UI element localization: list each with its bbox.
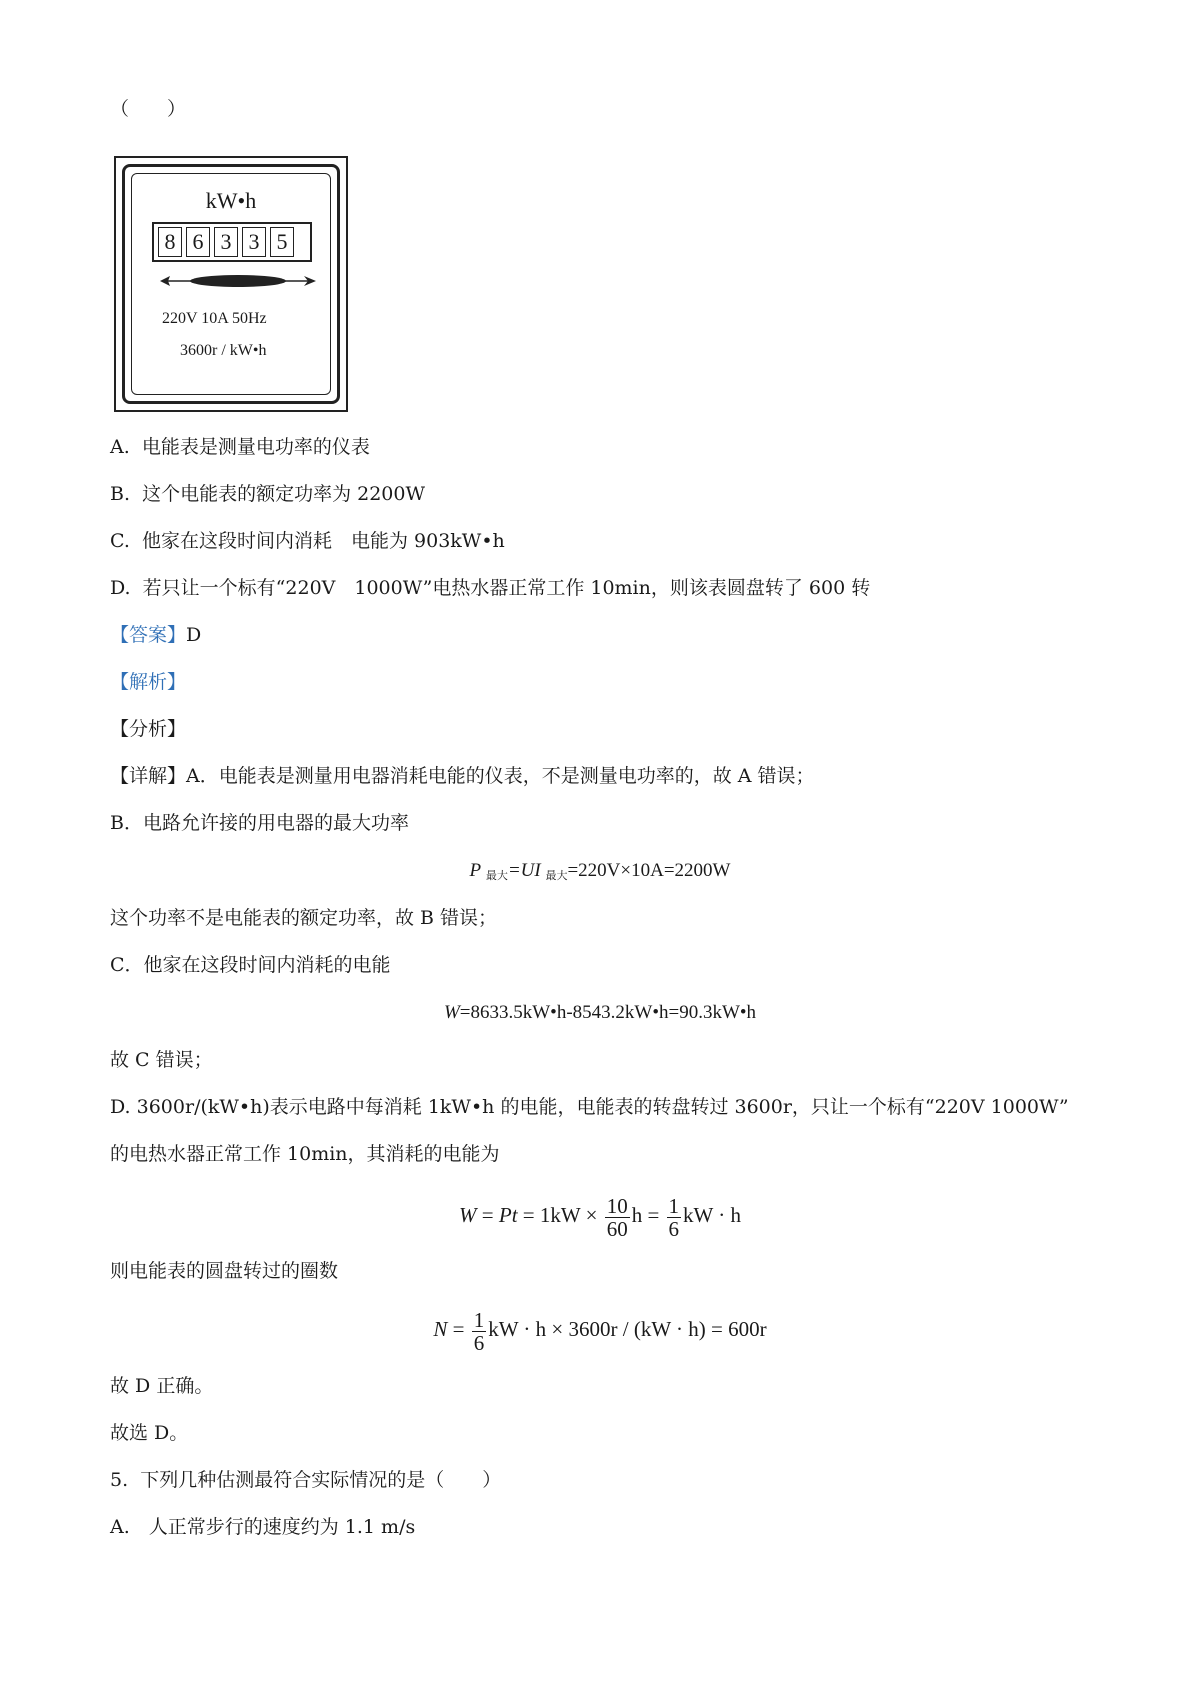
formula-symbol: W	[443, 1002, 460, 1023]
meter-spec: 220V 10A 50Hz	[162, 310, 267, 327]
detail-d-intro1: D. 3600r/(kW•h)表示电路中每消耗 1kW•h 的电能，电能表的转盘转过 3600r，只让一个标有“220V 1000W”	[110, 1096, 1069, 1118]
formula-subscript: 最大	[485, 870, 508, 882]
formula-symbol: Pt	[498, 1203, 518, 1227]
fraction	[472, 1309, 487, 1354]
question-5-stem: 5. 下列几种估测最符合实际情况的是（ ）	[110, 1469, 502, 1491]
formula-rest: kW · h	[683, 1203, 741, 1227]
formula-rest: =220V×10A=2200W	[567, 860, 731, 881]
formula-rest: =	[447, 1317, 470, 1341]
formula-c	[0, 1000, 1200, 1026]
detail-d-intro2: 的电热水器正常工作 10min，其消耗的电能为	[110, 1143, 500, 1165]
answer-line	[110, 622, 201, 648]
detail-b-intro: B．电路允许接的用电器的最大功率	[110, 812, 409, 834]
formula-rest: =	[476, 1203, 499, 1227]
option-d: D. 若只让一个标有“220V 1000W”电热水器正常工作 10min，则该表圆盘转了 600 转	[110, 577, 871, 599]
formula-d2	[0, 1300, 1200, 1358]
meter-revolutions: 3600r / kW•h	[180, 342, 267, 359]
formula-symbol: N	[433, 1317, 448, 1341]
fraction	[605, 1195, 630, 1240]
meter-digit: 5	[270, 227, 294, 257]
formula-d1	[0, 1186, 1200, 1244]
analysis-label: 【解析】	[110, 671, 187, 693]
answer-value: D	[186, 624, 202, 646]
answer-label: 【答案】	[110, 624, 187, 646]
detail-a-text: A．电能表是测量用电器消耗电能的仪表，不是测量电功率的，故 A 错误；	[186, 765, 815, 787]
formula-b	[0, 858, 1200, 889]
formula-rest: =8633.5kW•h-8543.2kW•h=90.3kW•h	[459, 1002, 757, 1023]
final-answer: 故选 D。	[110, 1422, 189, 1444]
fraction-numerator: 10	[606, 1193, 628, 1218]
fraction-numerator: 1	[473, 1307, 485, 1332]
option-b: B. 这个电能表的额定功率为 2200W	[110, 483, 426, 505]
question-5-option-a: A. 人正常步行的速度约为 1.1 m/s	[110, 1516, 416, 1538]
fraction-denominator: 60	[606, 1216, 628, 1241]
formula-rest: h =	[631, 1203, 665, 1227]
fraction-denominator: 6	[668, 1216, 680, 1241]
fenxi-label: 【分析】	[110, 718, 187, 740]
formula-rest: = 1kW ×	[517, 1203, 603, 1227]
option-c: C. 他家在这段时间内消耗 电能为 903kW•h	[110, 530, 505, 552]
detail-d-conclusion: 故 D 正确。	[110, 1375, 214, 1397]
meter-digits	[152, 222, 312, 262]
formula-rest: kW · h × 3600r / (kW · h) = 600r	[488, 1317, 767, 1341]
formula-subscript: 最大	[545, 870, 568, 882]
option-a: A. 电能表是测量电功率的仪表	[110, 436, 370, 458]
meter-unit: kW•h	[205, 188, 257, 213]
detail-c-intro: C．他家在这段时间内消耗的电能	[110, 954, 391, 976]
detail-a	[110, 763, 815, 789]
fraction-numerator: 1	[668, 1193, 680, 1218]
electric-meter-figure	[114, 156, 348, 412]
formula-symbol: P	[469, 860, 482, 881]
meter-disc-icon	[158, 274, 318, 288]
formula-symbol: =UI	[507, 860, 541, 881]
meter-digit: 8	[158, 227, 182, 257]
fraction-denominator: 6	[473, 1330, 485, 1355]
fraction	[667, 1195, 682, 1240]
detail-b-conclusion: 这个功率不是电能表的额定功率，故 B 错误；	[110, 907, 498, 929]
question-paren: （ ）	[110, 98, 187, 120]
detail-d-intro3: 则电能表的圆盘转过的圈数	[110, 1260, 339, 1282]
formula-symbol: W	[459, 1203, 477, 1227]
meter-digit: 3	[214, 227, 238, 257]
detail-label: 【详解】	[110, 765, 187, 787]
meter-digit: 6	[186, 227, 210, 257]
detail-c-conclusion: 故 C 错误；	[110, 1049, 213, 1071]
meter-digit: 3	[242, 227, 266, 257]
